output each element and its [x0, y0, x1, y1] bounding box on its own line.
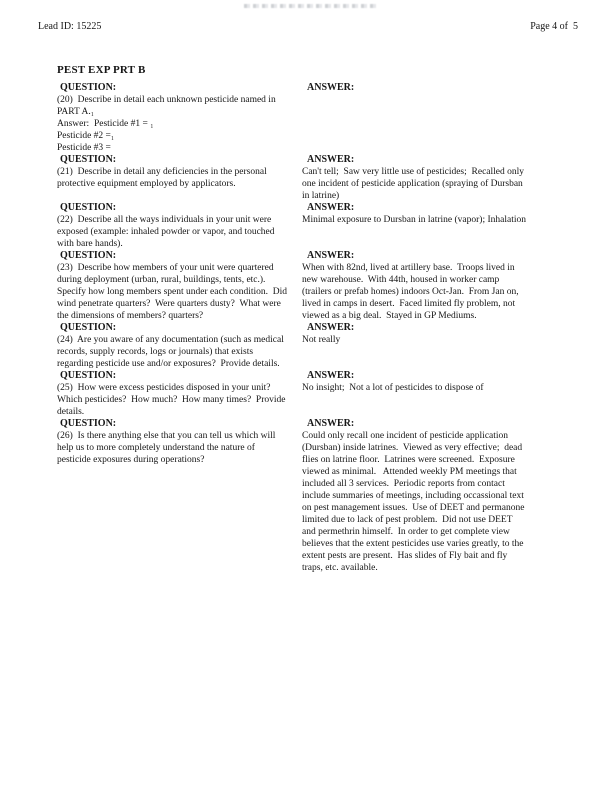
question-line: pesticide exposures during operations?	[57, 455, 205, 465]
answer-line: Minimal exposure to Dursban in latrine (vapor); Inhalation	[302, 215, 526, 225]
answer-label: ANSWER:	[307, 250, 355, 261]
question-line: records, supply records, logs or journals) that exists	[57, 347, 254, 357]
question-line: details.	[57, 407, 85, 417]
answer-label: ANSWER:	[307, 82, 355, 93]
answer-text	[302, 430, 577, 574]
answer-text	[302, 262, 577, 322]
answer-line: new warehouse. With 44th, housed in worker camp	[302, 275, 500, 285]
question-text	[57, 166, 302, 190]
question-line: (21) Describe in detail any deficiencies in the personal	[57, 167, 267, 177]
answer-line: viewed as a big deal. Stayed in GP Mediums.	[302, 311, 477, 321]
page-indicator: Page 4 of 5	[530, 21, 578, 32]
question-line: Pesticide #2 =₁	[57, 131, 115, 141]
qa-row-21	[57, 154, 577, 202]
answer-line: Can't tell; Saw very little use of pesticides; Recalled only	[302, 167, 525, 177]
question-line: Specify how long members spent under each condition. Did	[57, 287, 288, 297]
question-text	[57, 94, 302, 154]
answer-line: one incident of pesticide application (spraying of Dursban	[302, 179, 523, 189]
answer-line: When with 82nd, lived at artillery base. Troops lived in	[302, 263, 515, 273]
question-line: Pesticide #3 =	[57, 143, 111, 153]
question-label: QUESTION:	[60, 82, 117, 93]
question-line: help us to more completely understand the nature of	[57, 443, 255, 453]
question-line: (25) How were excess pesticides disposed in your unit?	[57, 383, 271, 393]
answer-line: included all 3 services. Periodic reports from contact	[302, 479, 505, 489]
question-line: Answer: Pesticide #1 = ₁	[57, 119, 154, 129]
answer-line: Could only recall one incident of pesticide application	[302, 431, 509, 441]
qa-row-26	[57, 418, 577, 574]
question-line: exposed (example: inhaled powder or vapor, and touched	[57, 227, 275, 237]
answer-block	[302, 250, 577, 322]
question-line: wind penetrate quarters? Were quarters dusty? What were	[57, 299, 281, 309]
answer-line: limited due to lack of pest problem. Did not use DEET	[302, 515, 513, 525]
scan-smudge-artifact	[244, 4, 376, 8]
answer-label: ANSWER:	[307, 202, 355, 213]
answer-line: Not really	[302, 335, 341, 345]
answer-label: ANSWER:	[307, 154, 355, 165]
answer-line: and permethrin himself. In order to get complete view	[302, 527, 510, 537]
question-block	[57, 322, 302, 370]
question-line: (20) Describe in detail each unknown pesticide named in	[57, 95, 276, 105]
question-label: QUESTION:	[60, 202, 117, 213]
qa-row-22	[57, 202, 577, 250]
question-line: protective equipment employed by applicators.	[57, 179, 236, 189]
answer-block	[302, 154, 577, 202]
question-label: QUESTION:	[60, 418, 117, 429]
answer-line: flies on latrine floor. Latrines were screened. Exposure	[302, 455, 515, 465]
form-content	[57, 64, 577, 574]
question-line: (26) Is there anything else that you can tell us which will	[57, 431, 276, 441]
answer-label: ANSWER:	[307, 418, 355, 429]
answer-line: extent pests are present. Has slides of Fly bait and fly	[302, 551, 508, 561]
answer-line: on pest management issues. Use of DEET and permanone	[302, 503, 525, 513]
question-text	[57, 214, 302, 250]
answer-block	[302, 202, 577, 226]
answer-text	[302, 166, 577, 202]
question-line: Which pesticides? How much? How many times? Provide	[57, 395, 286, 405]
qa-row-24	[57, 322, 577, 370]
answer-block	[302, 322, 577, 346]
question-text	[57, 262, 302, 322]
question-line: PART A.₁	[57, 107, 95, 117]
answer-line: traps, etc. available.	[302, 563, 378, 573]
answer-text	[302, 214, 577, 226]
question-block	[57, 370, 302, 418]
answer-label: ANSWER:	[307, 322, 355, 333]
question-label: QUESTION:	[60, 154, 117, 165]
question-line: with bare hands).	[57, 239, 123, 249]
answer-line: include summaries of meetings, including occassional text	[302, 491, 524, 501]
answer-line: viewed as minimal. Attended weekly PM meetings that	[302, 467, 517, 477]
answer-line: No insight; Not a lot of pesticides to dispose of	[302, 383, 484, 393]
question-block	[57, 82, 302, 154]
question-block	[57, 418, 302, 466]
qa-row-25	[57, 370, 577, 418]
question-text	[57, 382, 302, 418]
question-text	[57, 334, 302, 370]
qa-row-23	[57, 250, 577, 322]
question-line: (24) Are you aware of any documentation (such as medical	[57, 335, 284, 345]
question-line: (23) Describe how members of your unit were quartered	[57, 263, 274, 273]
answer-label: ANSWER:	[307, 370, 355, 381]
answer-line: in latrine)	[302, 191, 340, 201]
question-line: the dimensions of members? quarters?	[57, 311, 204, 321]
answer-line: believes that the extent pesticides use varies greatly, to the	[302, 539, 524, 549]
question-label: QUESTION:	[60, 250, 117, 261]
form-title: PEST EXP PRT B	[57, 64, 146, 76]
answer-line: (Dursban) inside latrines. Viewed as very effective; dead	[302, 443, 523, 453]
qa-row-20	[57, 82, 577, 154]
question-line: during deployment (urban, rural, buildings, tents, etc.).	[57, 275, 266, 285]
question-label: QUESTION:	[60, 370, 117, 381]
answer-block	[302, 418, 577, 574]
question-block	[57, 202, 302, 250]
answer-text	[302, 382, 577, 394]
qa-rows	[57, 82, 577, 574]
question-block	[57, 250, 302, 322]
lead-id: Lead ID: 15225	[38, 21, 102, 32]
answer-block	[302, 82, 577, 94]
question-line: regarding pesticide use and/or exposures? Provide details.	[57, 359, 280, 369]
answer-line: lived in camps in desert. Faced limited fly problem, not	[302, 299, 516, 309]
question-line: (22) Describe all the ways individuals in your unit were	[57, 215, 272, 225]
question-block	[57, 154, 302, 190]
answer-text	[302, 334, 577, 346]
answer-line: (trailers or prefab homes) indoors Oct-Jan. From Jan on,	[302, 287, 519, 297]
question-text	[57, 430, 302, 466]
answer-block	[302, 370, 577, 394]
question-label: QUESTION:	[60, 322, 117, 333]
